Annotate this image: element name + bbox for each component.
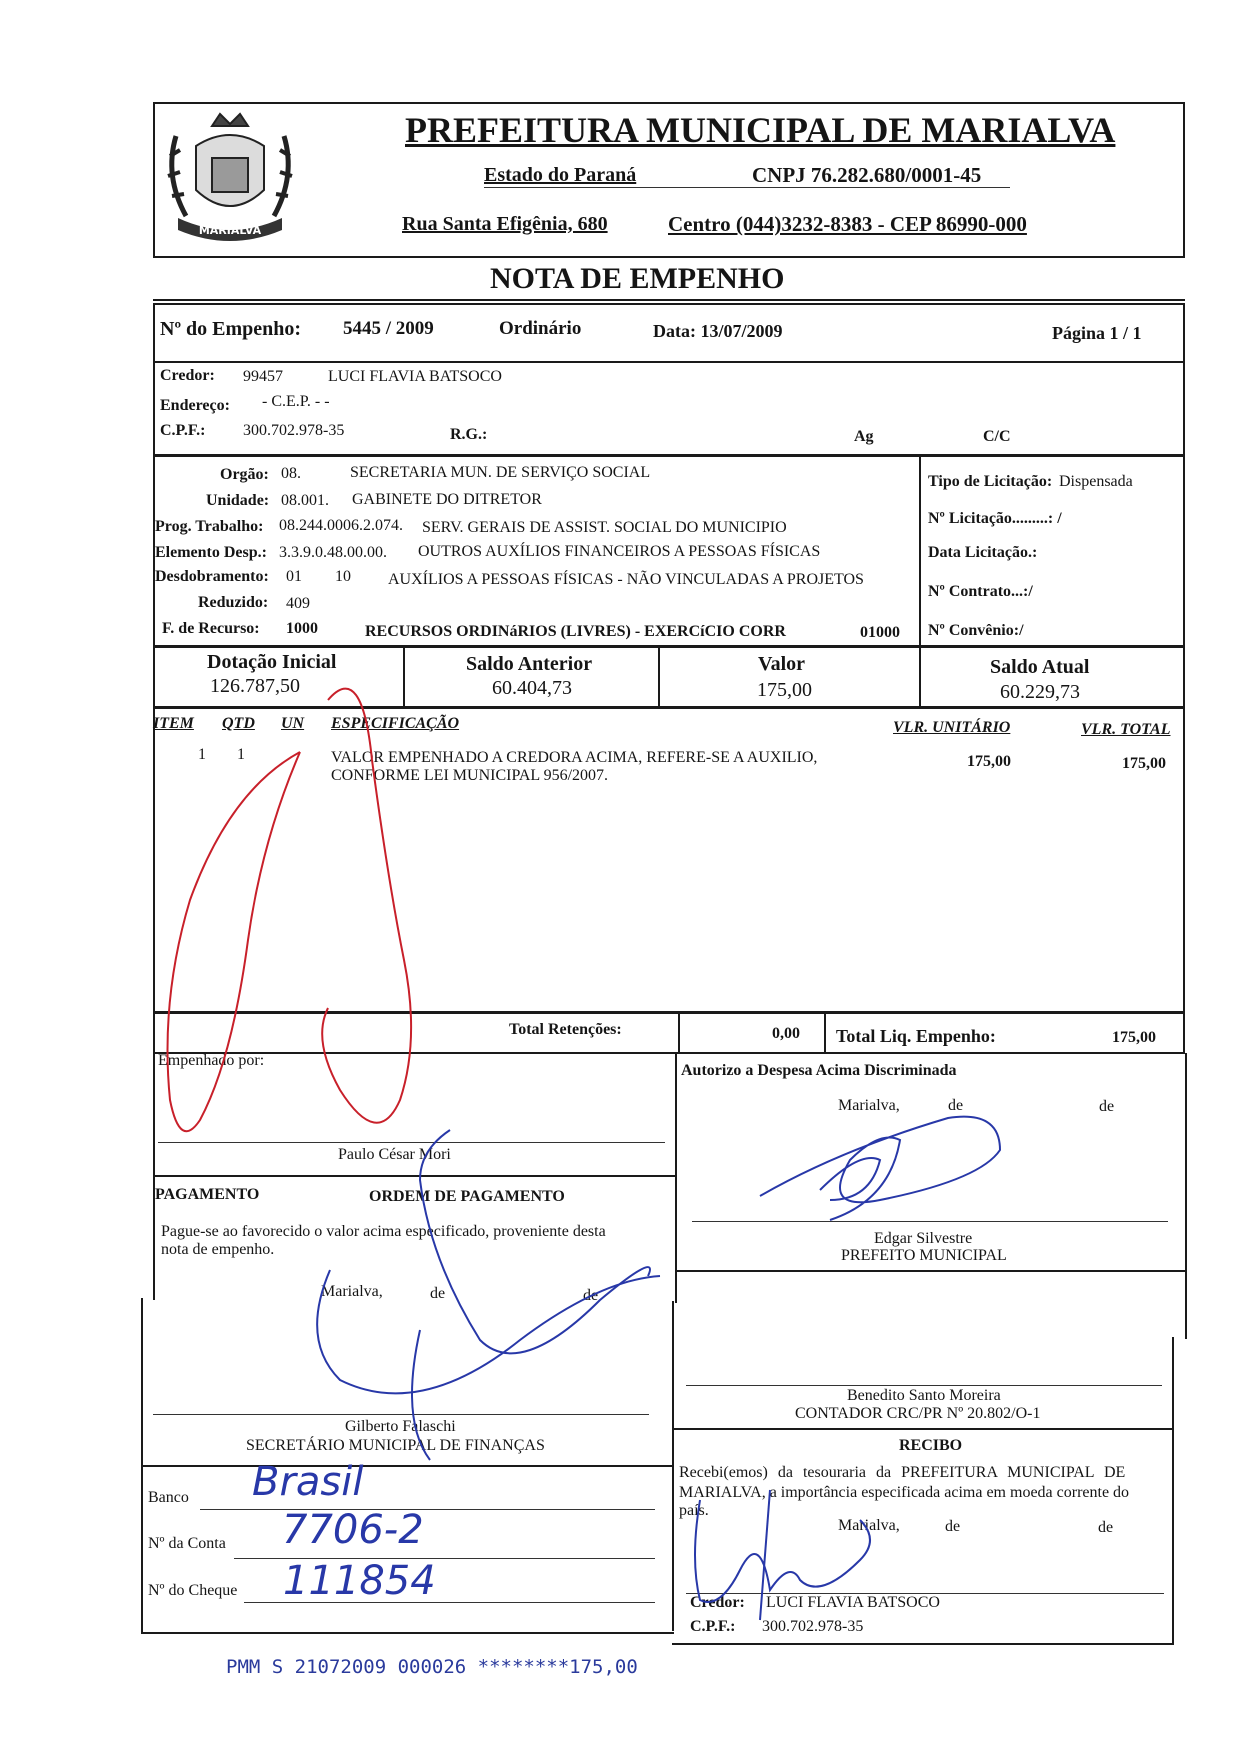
cheque-value[interactable]: 111854 — [283, 1558, 436, 1604]
header-address-rest: Centro (044)3232-8383 - CEP 86990-000 — [668, 212, 1027, 236]
contrato: Nº Contrato...:/ — [928, 583, 1033, 600]
elemento-name: OUTROS AUXÍLIOS FINANCEIROS A PESSOAS FÍSICAS — [418, 543, 821, 560]
empenho-label: Nº do Empenho: — [160, 318, 302, 340]
unidade-name: GABINETE DO DITRETOR — [352, 491, 542, 508]
credor-code: 99457 — [243, 368, 283, 385]
contador-name: Benedito Santo Moreira — [847, 1387, 1001, 1404]
dotacao-value: 126.787,50 — [210, 675, 300, 697]
retencoes-row — [153, 1012, 1185, 1054]
svg-text:MARIALVA: MARIALVA — [198, 224, 262, 237]
saldo-atual-value: 60.229,73 — [1000, 681, 1080, 703]
licitacao-numero: Nº Licitação.........: / — [928, 510, 1062, 527]
prog-name: SERV. GERAIS DE ASSIST. SOCIAL DO MUNICIPIO — [422, 519, 787, 536]
autorizo-label: Autorizo a Despesa Acima Discriminada — [681, 1062, 957, 1079]
banco-value[interactable]: Brasil — [252, 1459, 364, 1505]
prefeito-role: PREFEITO MUNICIPAL — [841, 1247, 1007, 1264]
recibo-label: RECIBO — [899, 1437, 963, 1454]
credor-cpf: 300.702.978-35 — [243, 422, 345, 439]
header-title: PREFEITURA MUNICIPAL DE MARIALVA — [405, 110, 1116, 150]
item-qtd: 1 — [237, 746, 245, 763]
item-number: 1 — [198, 746, 206, 763]
credor-name: LUCI FLAVIA BATSOCO — [328, 368, 502, 385]
item-description-1: VALOR EMPENHADO A CREDORA ACIMA, REFERE-SE A AUXILIO, — [331, 749, 818, 766]
credor-endereco: - C.E.P. - - — [262, 393, 330, 410]
header-address: Rua Santa Efigênia, 680 — [402, 213, 608, 235]
licitacao-tipo-label: Tipo de Licitação: — [928, 473, 1053, 490]
desdob-name: AUXÍLIOS A PESSOAS FÍSICAS - NÃO VINCULADAS A PROJETOS — [388, 571, 864, 588]
item-description-2: CONFORME LEI MUNICIPAL 956/2007. — [331, 767, 609, 784]
header-state: Estado do Paraná — [484, 164, 637, 186]
saldo-anterior-value: 60.404,73 — [492, 677, 572, 699]
item-unit-value: 175,00 — [967, 753, 1011, 770]
recibo-credor-name: LUCI FLAVIA BATSOCO — [766, 1594, 940, 1611]
header-divider — [153, 256, 1185, 258]
recibo-cpf: 300.702.978-35 — [762, 1618, 864, 1635]
total-liquido-value: 175,00 — [1112, 1029, 1156, 1046]
payment-stamp: PMM S 21072009 000026 ********175,00 — [226, 1656, 638, 1678]
page-number: Página 1 / 1 — [1052, 323, 1142, 343]
contador-role: CONTADOR CRC/PR Nº 20.802/O-1 — [795, 1405, 1041, 1422]
secretario-role: SECRETÁRIO MUNICIPAL DE FINANÇAS — [246, 1437, 545, 1454]
licitacao-data: Data Licitação.: — [928, 544, 1038, 561]
orgao-name: SECRETARIA MUN. DE SERVIÇO SOCIAL — [350, 464, 651, 481]
empenho-date: Data: 13/07/2009 — [653, 321, 783, 341]
prefeito-name: Edgar Silvestre — [874, 1230, 973, 1247]
retencoes-value: 0,00 — [772, 1025, 800, 1042]
empenhado-name: Paulo César Mori — [338, 1146, 451, 1163]
secretario-name: Gilberto Falaschi — [345, 1418, 456, 1435]
ordem-label: ORDEM DE PAGAMENTO — [369, 1188, 565, 1205]
conta-value[interactable]: 7706-2 — [282, 1507, 424, 1553]
valor-value: 175,00 — [757, 679, 812, 701]
municipal-crest-icon — [156, 106, 304, 252]
pagamento-label: PAGAMENTO — [155, 1186, 260, 1203]
header-cnpj: CNPJ 76.282.680/0001-45 — [752, 163, 982, 187]
recurso-name: RECURSOS ORDINáRIOS (LIVRES) - EXERCíCIO CORR — [365, 623, 786, 640]
doc-title: NOTA DE EMPENHO — [490, 262, 785, 295]
empenho-number: 5445 / 2009 — [343, 318, 434, 339]
empenhado-label: Empenhado por: — [158, 1052, 265, 1069]
empenho-type: Ordinário — [499, 318, 582, 339]
item-total-value: 175,00 — [1122, 755, 1166, 772]
convenio: Nº Convênio:/ — [928, 622, 1024, 639]
licitacao-tipo: Dispensada — [1059, 473, 1133, 490]
